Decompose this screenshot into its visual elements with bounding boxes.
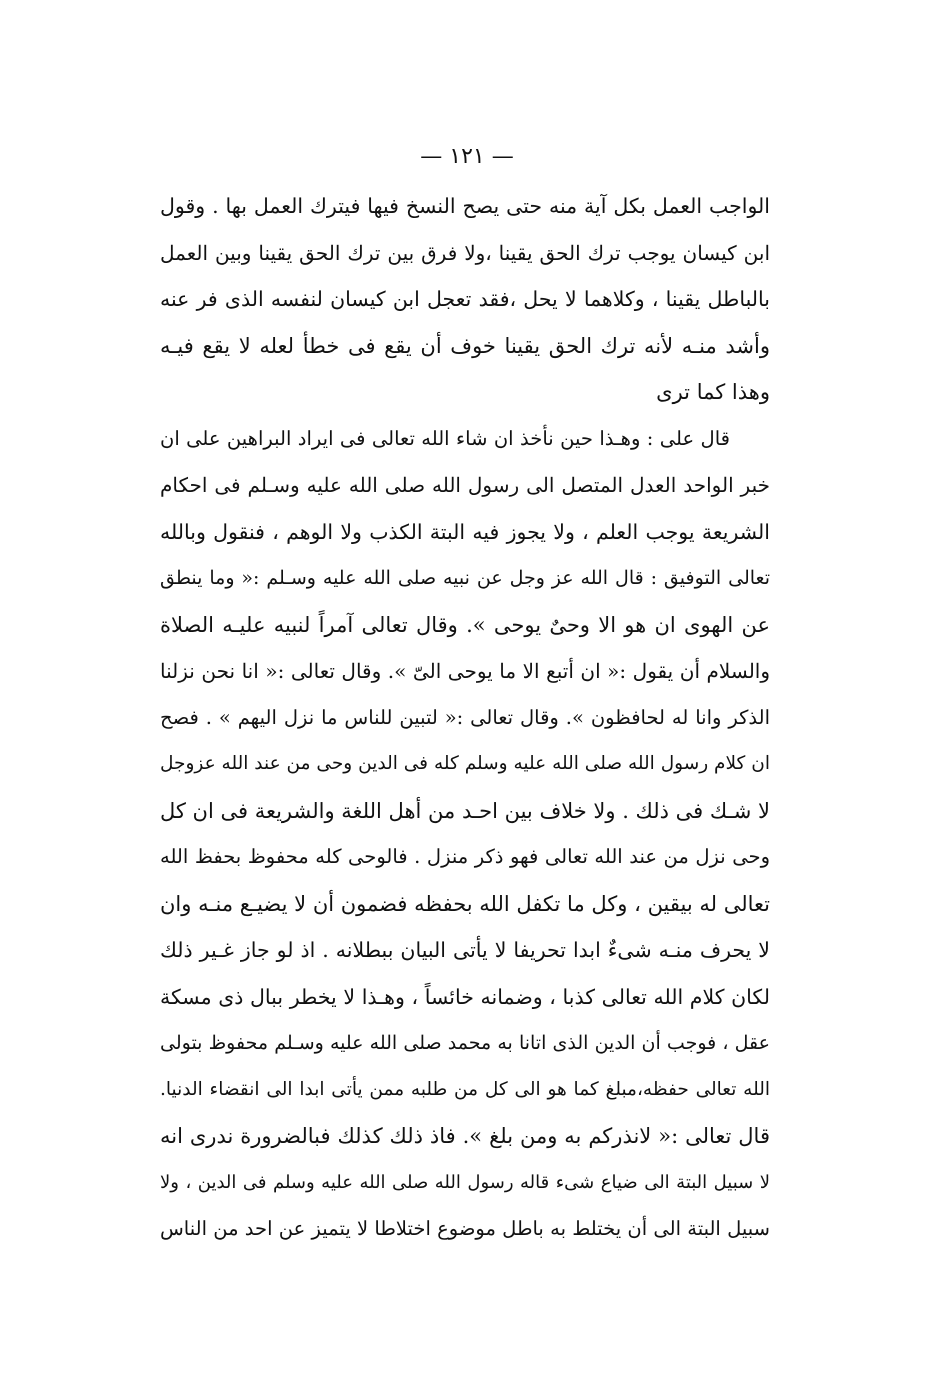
arabic-text-body	[160, 183, 770, 1253]
text-line: عقل ، فوجب أن الدين الذى اتانا به محمد صلى الله عليه وسـلم محفوظ بتولى	[160, 1032, 770, 1054]
text-line: سبيل البتة الى أن يختلط به باطل موضوع اختلاطا لا يتميز عن احد من الناس	[160, 1217, 770, 1240]
text-line: ان كلام رسول الله صلى الله عليه وسلم كله فى الدين وحى من عند الله عزوجل	[160, 753, 770, 774]
text-line: وأشد منـه لأنه ترك الحق يقينا خوف أن يقع فى خطأ لعله لا يقع فيـه	[160, 333, 770, 358]
text-line: تعالى له بيقين ، وكل ما تكفل الله بحفظه فضمون أن لا يضيـع منـه وان	[160, 891, 770, 916]
text-line: لا يحرف منـه شىءٌ ابدا تحريفا لا يأتى البيان ببطلانه . اذ لو جاز غـير ذلك	[160, 938, 770, 962]
text-line: خبر الواحد العدل المتصل الى رسول الله صلى الله عليه وسـلم فى احكام	[160, 473, 770, 497]
text-line: لا سبيل البتة الى ضياع شىء قاله رسول الله صلى الله عليه وسلم فى الدين ، ولا	[160, 1171, 770, 1193]
text-line: الشريعة يوجب العلم ، ولا يجوز فيه البتة الكذب ولا الوهم ، فنقول وبالله	[160, 519, 770, 544]
text-line: تعالى التوفيق : قال الله عز وجل عن نبيه صلى الله عليه وسـلم :« وما ينطق	[160, 567, 770, 589]
text-line: الواجب العمل بكل آية منه حتى يصح النسخ فيها فيترك العمل بها . وقول	[160, 194, 770, 218]
text-line: لكان كلام الله تعالى كذبا ، وضمانه خائساً ، وهـذا لا يخطر ببال ذى مسكة	[160, 984, 770, 1009]
text-line: بالباطل يقينا ، وكلاهما لا يحل ،فقد تعجل ابن كيسان لنفسه الذى فر عنه	[160, 287, 770, 311]
text-line: وحى نزل من عند الله تعالى فهو ذكر منزل . فالوحى كله محفوظ بحفظ الله	[160, 845, 770, 868]
text-line: ابن كيسان يوجب ترك الحق يقينا ،ولا فرق بين ترك الحق يقينا وبين العمل	[160, 240, 770, 265]
text-line: والسلام أن يقول :« ان أتبع الا ما يوحى الىّ ». وقال تعالى :« انا نحن نزلنا	[160, 659, 770, 683]
text-line: الله تعالى حفظه،مبلغ كما هو الى كل من طلبه ممن يأتى ابدا الى انقضاء الدنيا.	[160, 1078, 770, 1100]
text-line: قال تعالى :« لانذركم به ومن بلغ ». فاذ ذلك كذلك فبالضرورة ندرى انه	[160, 1124, 770, 1148]
text-line: الذكر وانا له لحافظون ». وقال تعالى :« لتبين للناس ما نزل اليهم » . فصح	[160, 705, 770, 729]
text-line: عن الهوى ان هو الا وحىٌ يوحى ». وقال تعالى آمراً لنبيه عليـه الصلاة	[160, 612, 770, 637]
paragraph-start-line: قال على : وهـذا حين نأخذ ان شاء الله تعالى فى ايراد البراهين على ان	[160, 426, 730, 450]
page-number: — ١٢١ —	[420, 144, 514, 169]
text-line: لا شـك فى ذلك . ولا خلاف بين احـد من أهل اللغة والشريعة فى ان كل	[160, 798, 770, 823]
text-line: وهذا كما ترى	[656, 380, 770, 404]
